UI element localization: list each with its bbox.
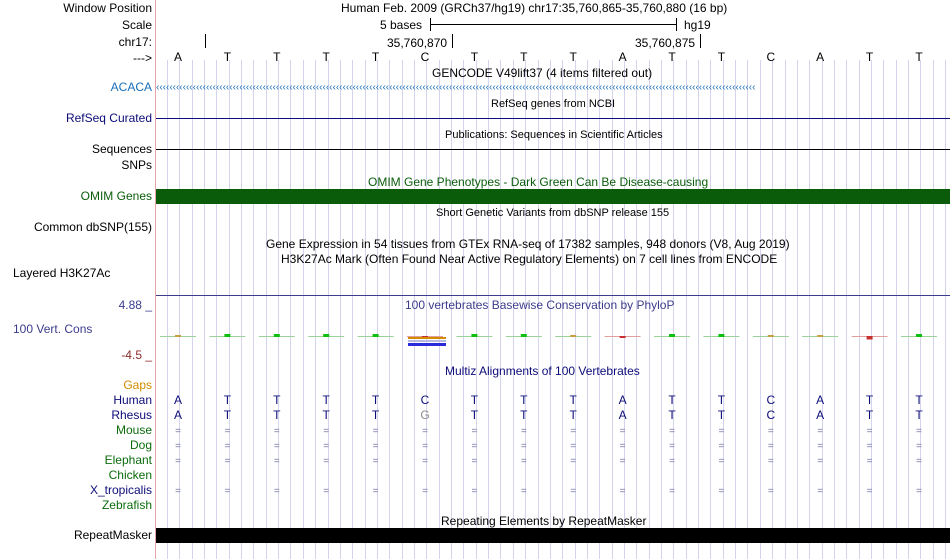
- repeatmasker-track-title: Repeating Elements by RepeatMasker: [441, 514, 647, 528]
- base-letter: A: [618, 50, 627, 64]
- alignment-base-elephant: =: [422, 456, 428, 467]
- alignment-base-human: T: [371, 393, 380, 407]
- alignment-base-rhesus: T: [470, 408, 479, 422]
- alignment-base-rhesus: A: [816, 408, 825, 422]
- ruler-coord-1: 35,760,870: [387, 36, 448, 50]
- alignment-base-xtrop: =: [718, 486, 725, 497]
- cons-max-label: 4.88 _: [118, 298, 152, 312]
- refseq-gene-line[interactable]: [156, 118, 950, 119]
- alignment-base-human: A: [173, 393, 182, 407]
- alignment-base-rhesus: G: [420, 408, 430, 422]
- alignment-base-mouse: =: [471, 426, 478, 437]
- alignment-base-dog: =: [866, 441, 873, 452]
- alignment-base-rhesus: T: [322, 408, 330, 422]
- base-letter: T: [322, 50, 330, 64]
- base-letter: T: [470, 50, 479, 64]
- alignment-base-xtrop: =: [471, 486, 478, 497]
- alignment-base-human: T: [273, 393, 281, 407]
- alignment-base-elephant: =: [273, 456, 280, 467]
- alignment-base-rhesus: A: [173, 408, 182, 422]
- alignment-base-mouse: =: [323, 426, 330, 437]
- phylop-score-bar: [521, 334, 527, 337]
- gencode-track-title: GENCODE V49lift37 (4 items filtered out): [432, 66, 653, 80]
- gene-model-lower-bar: [408, 343, 446, 346]
- alignment-base-elephant: =: [471, 456, 478, 467]
- alignment-base-dog: =: [372, 441, 379, 452]
- alignment-base-elephant: =: [175, 456, 181, 467]
- alignment-base-elephant: =: [224, 456, 231, 467]
- base-letter: A: [816, 50, 825, 64]
- alignment-base-xtrop: =: [422, 486, 428, 497]
- alignment-base-human: C: [420, 393, 430, 407]
- alignment-base-dog: =: [273, 441, 280, 452]
- track-label-refseq[interactable]: RefSeq Curated: [65, 111, 152, 125]
- alignment-base-mouse: =: [372, 426, 379, 437]
- species-label-rhesus[interactable]: Rhesus: [111, 408, 152, 422]
- track-label-repeatmasker[interactable]: RepeatMasker: [73, 528, 152, 542]
- track-label-gaps[interactable]: Gaps: [123, 378, 152, 392]
- alignment-base-rhesus: T: [520, 408, 528, 422]
- alignment-base-elephant: =: [767, 456, 774, 467]
- scale-bar: [430, 24, 676, 25]
- h3k27ac-baseline: [156, 295, 950, 296]
- alignment-base-dog: =: [570, 441, 577, 452]
- alignment-base-mouse: =: [718, 426, 725, 437]
- alignment-base-xtrop: =: [817, 486, 824, 497]
- gtex-track-title: Gene Expression in 54 tissues from GTEx RNA-seq of 17382 samples, 948 donors (V8, Aug 2019): [266, 237, 790, 251]
- phylop-score-bar: [669, 334, 675, 337]
- alignment-base-xtrop: =: [273, 486, 280, 497]
- cons-min-label: -4.5 _: [121, 348, 152, 362]
- alignment-base-elephant: =: [619, 456, 626, 467]
- track-label-cons[interactable]: 100 Vert. Cons: [13, 322, 93, 336]
- omim-track-title: OMIM Gene Phenotypes - Dark Green Can Be Disease-causing: [368, 175, 709, 189]
- alignment-base-mouse: =: [916, 426, 922, 437]
- alignment-base-rhesus: T: [865, 408, 874, 422]
- phylop-score-bar: [817, 335, 823, 337]
- base-letter: T: [520, 50, 528, 64]
- alignment-base-human: C: [766, 393, 776, 407]
- ruler-tick-2: [452, 34, 453, 48]
- alignment-base-xtrop: =: [866, 486, 873, 497]
- alignment-base-mouse: =: [175, 426, 181, 437]
- base-letter: A: [173, 50, 182, 64]
- track-area[interactable]: [156, 0, 950, 559]
- window-position-text: Human Feb. 2009 (GRCh37/hg19) chr17:35,760,865-35,760,880 (16 bp): [341, 1, 728, 15]
- phylop-score-bar: [274, 334, 280, 337]
- alignment-base-human: A: [618, 393, 627, 407]
- gene-model-glyph: [408, 337, 446, 346]
- repeatmasker-element-bar[interactable]: [156, 528, 950, 543]
- alignment-base-xtrop: =: [520, 486, 527, 497]
- alignment-base-xtrop: =: [323, 486, 330, 497]
- base-letter: T: [569, 50, 577, 64]
- track-label-dbsnp[interactable]: Common dbSNP(155): [33, 220, 152, 234]
- base-letter: C: [420, 50, 430, 64]
- phylop-conservation-plot[interactable]: [156, 300, 950, 360]
- alignment-base-mouse: =: [520, 426, 527, 437]
- window-position-label: Window Position: [63, 1, 152, 15]
- alignment-base-mouse: =: [273, 426, 280, 437]
- alignment-base-rhesus: T: [223, 408, 232, 422]
- pubs-track-title: Publications: Sequences in Scientific Articles: [445, 129, 663, 141]
- alignment-base-mouse: =: [619, 426, 626, 437]
- alignment-base-human: T: [223, 393, 232, 407]
- alignment-base-dog: =: [767, 441, 774, 452]
- ruler-tick-3: [700, 34, 701, 48]
- phylop-score-bar: [718, 334, 724, 337]
- species-label-zebrafish[interactable]: Zebrafish: [101, 498, 152, 512]
- alignment-base-dog: =: [224, 441, 231, 452]
- alignment-base-xtrop: =: [767, 486, 774, 497]
- alignment-base-xtrop: =: [916, 486, 922, 497]
- ruler-coord-2: 35,760,875: [635, 36, 696, 50]
- scale-bar-end-tick: [676, 18, 677, 31]
- phylop-score-bar: [471, 334, 477, 337]
- base-letter: T: [915, 50, 923, 64]
- alignment-base-mouse: =: [422, 426, 428, 437]
- alignment-base-human: T: [520, 393, 528, 407]
- alignment-base-elephant: =: [520, 456, 527, 467]
- phylop-score-bar: [373, 334, 379, 337]
- gene-model-upper-bar: [408, 337, 446, 339]
- alignment-base-mouse: =: [224, 426, 231, 437]
- h3k27ac-track-title: H3K27Ac Mark (Often Found Near Active Regulatory Elements) on 7 cell lines from ENCODE: [281, 252, 778, 266]
- scale-text: 5 bases: [380, 18, 423, 32]
- base-letter: T: [717, 50, 726, 64]
- alignment-base-human: T: [668, 393, 676, 407]
- alignment-base-rhesus: T: [717, 408, 726, 422]
- species-label-chicken[interactable]: Chicken: [108, 468, 152, 482]
- base-letter: T: [865, 50, 874, 64]
- alignment-base-mouse: =: [866, 426, 873, 437]
- alignment-base-dog: =: [916, 441, 922, 452]
- sequences-feature-line[interactable]: [156, 149, 950, 150]
- base-letter: T: [273, 50, 281, 64]
- alignment-base-elephant: =: [323, 456, 330, 467]
- phylop-score-bar: [570, 335, 576, 337]
- alignment-base-human: T: [865, 393, 874, 407]
- phylop-score-bar: [768, 335, 774, 337]
- alignment-base-mouse: =: [817, 426, 824, 437]
- phylop-score-bar: [867, 336, 873, 340]
- scale-label: Scale: [121, 18, 152, 32]
- ruler-tick-1: [205, 34, 206, 48]
- alignment-base-xtrop: =: [224, 486, 231, 497]
- alignment-base-mouse: =: [570, 426, 577, 437]
- base-letter: C: [766, 50, 776, 64]
- dbsnp-track-title: Short Genetic Variants from dbSNP release 155: [436, 207, 670, 219]
- omim-gene-bar[interactable]: [156, 189, 950, 204]
- alignment-base-human: T: [915, 393, 923, 407]
- alignment-base-dog: =: [520, 441, 527, 452]
- alignment-base-dog: =: [175, 441, 181, 452]
- alignment-base-dog: =: [669, 441, 675, 452]
- alignment-base-elephant: =: [718, 456, 725, 467]
- multiz-track-title: Multiz Alignments of 100 Vertebrates: [445, 364, 640, 378]
- alignment-base-human: A: [816, 393, 825, 407]
- track-label-sequences[interactable]: Sequences: [91, 142, 152, 156]
- alignment-base-dog: =: [718, 441, 725, 452]
- alignment-base-rhesus: A: [618, 408, 627, 422]
- alignment-base-dog: =: [323, 441, 330, 452]
- phylop-score-bar: [224, 334, 230, 337]
- alignment-base-xtrop: =: [175, 486, 181, 497]
- alignment-base-rhesus: T: [915, 408, 923, 422]
- alignment-base-xtrop: =: [570, 486, 577, 497]
- alignment-base-elephant: =: [372, 456, 379, 467]
- track-label-h3k27ac[interactable]: Layered H3K27Ac: [13, 266, 111, 280]
- species-label-elephant[interactable]: Elephant: [104, 453, 152, 467]
- alignment-base-elephant: =: [916, 456, 922, 467]
- track-label-snps[interactable]: SNPs: [121, 158, 152, 172]
- scale-bar-start-tick: [430, 18, 431, 31]
- phylop-score-bar: [916, 334, 922, 337]
- species-label-mouse[interactable]: Mouse: [115, 423, 152, 437]
- alignment-base-rhesus: T: [668, 408, 676, 422]
- track-label-column: [0, 0, 155, 559]
- species-label-xtropicalis[interactable]: X_tropicalis: [89, 483, 152, 497]
- base-letter: T: [371, 50, 380, 64]
- refseq-track-title: RefSeq genes from NCBI: [491, 98, 616, 110]
- track-label-acaca[interactable]: ACACA: [110, 80, 152, 94]
- alignment-base-mouse: =: [669, 426, 675, 437]
- alignment-base-human: T: [322, 393, 330, 407]
- phylop-track-title: 100 vertebrates Basewise Conservation by PhyloP: [405, 298, 675, 312]
- alignment-base-rhesus: C: [766, 408, 776, 422]
- species-label-dog[interactable]: Dog: [129, 438, 152, 452]
- assembly-text: hg19: [684, 18, 711, 32]
- alignment-base-dog: =: [817, 441, 824, 452]
- alignment-base-dog: =: [471, 441, 478, 452]
- alignment-base-human: T: [569, 393, 577, 407]
- alignment-base-dog: =: [619, 441, 626, 452]
- phylop-score-bar: [175, 335, 181, 337]
- alignment-base-xtrop: =: [372, 486, 379, 497]
- alignment-base-elephant: =: [669, 456, 675, 467]
- alignment-base-xtrop: =: [619, 486, 626, 497]
- strand-label: --->: [133, 51, 152, 65]
- phylop-score-bar: [323, 334, 329, 337]
- alignment-base-elephant: =: [570, 456, 577, 467]
- alignment-base-rhesus: T: [569, 408, 577, 422]
- base-letter: T: [668, 50, 676, 64]
- alignment-base-mouse: =: [767, 426, 774, 437]
- gene-model-middle-bar: [408, 340, 446, 342]
- alignment-base-rhesus: T: [273, 408, 281, 422]
- alignment-base-dog: =: [422, 441, 428, 452]
- alignment-base-elephant: =: [817, 456, 824, 467]
- acaca-gene-feature[interactable]: ‹‹‹‹‹‹‹‹‹‹‹‹‹‹‹‹‹‹‹‹‹‹‹‹‹‹‹‹‹‹‹‹‹‹‹‹‹‹‹‹‹‹‹‹‹‹‹‹‹‹‹‹‹‹‹‹‹‹‹‹‹‹‹‹‹‹‹‹‹‹‹‹‹‹‹‹‹‹‹‹‹‹‹‹‹‹‹‹‹‹‹‹‹‹‹‹‹‹‹‹‹‹‹‹‹‹‹‹‹‹‹‹‹‹‹‹‹‹‹‹‹‹‹‹‹‹‹‹‹‹‹‹‹‹‹‹‹‹‹‹‹‹‹‹‹‹‹‹‹‹‹‹‹‹‹‹‹‹‹‹‹‹‹‹‹‹‹‹‹‹‹‹‹‹‹‹‹‹‹‹: [156, 82, 756, 93]
- phylop-score-bar: [620, 336, 626, 338]
- chrom-label: chr17:: [118, 35, 152, 49]
- alignment-base-elephant: =: [866, 456, 873, 467]
- species-label-human[interactable]: Human: [113, 393, 152, 407]
- alignment-base-rhesus: T: [371, 408, 380, 422]
- track-label-omim[interactable]: OMIM Genes: [80, 189, 152, 203]
- alignment-base-xtrop: =: [669, 486, 675, 497]
- alignment-base-human: T: [717, 393, 726, 407]
- base-letter: T: [223, 50, 232, 64]
- alignment-base-human: T: [470, 393, 479, 407]
